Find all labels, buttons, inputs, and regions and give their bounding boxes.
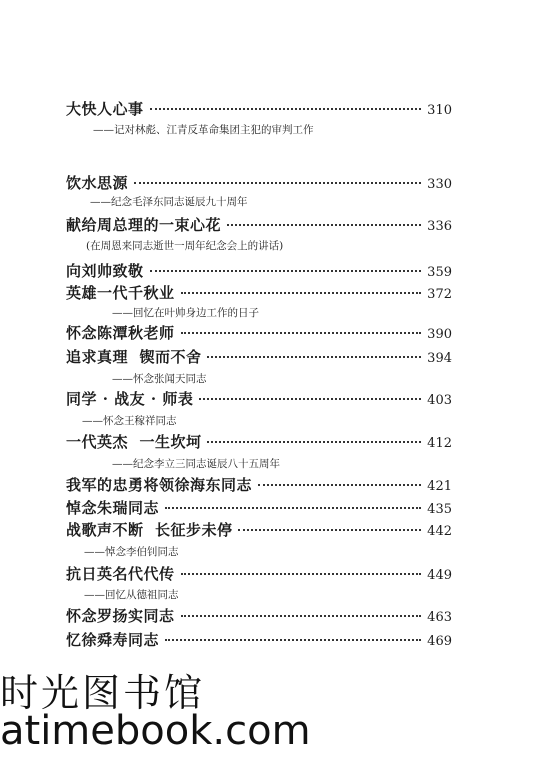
toc-entry[interactable]	[66, 388, 452, 409]
watermark-line-1: 时光图书馆	[0, 671, 206, 715]
page-number: 359	[427, 265, 452, 280]
entry-title: 一代英杰 一生坎坷	[66, 433, 202, 451]
toc-entry[interactable]	[66, 563, 452, 584]
page-number: 449	[427, 568, 452, 583]
page-number: 463	[427, 610, 452, 625]
leader-dots	[207, 356, 421, 358]
page-number: 394	[427, 351, 452, 366]
entry-title: 饮水思源	[66, 174, 129, 192]
toc-entry[interactable]	[66, 322, 452, 343]
leader-dots	[181, 615, 422, 617]
watermark-line-2: atimebook.com	[0, 708, 311, 754]
entry-subtitle: ——记对林彪、江青反革命集团主犯的审判工作	[93, 124, 314, 136]
entry-title: 英雄一代千秋业	[66, 284, 175, 302]
page-number: 403	[427, 393, 452, 408]
entry-subtitle: (在周恩来同志逝世一周年纪念会上的讲话)	[86, 240, 284, 252]
toc-entry[interactable]	[66, 282, 452, 303]
toc-entry[interactable]	[66, 346, 452, 367]
leader-dots	[258, 484, 421, 486]
page-number: 442	[427, 524, 452, 539]
leader-dots	[165, 507, 421, 509]
entry-title: 我军的忠勇将领徐海东同志	[66, 476, 253, 494]
page-number: 435	[427, 502, 452, 517]
page-number: 469	[427, 634, 452, 649]
toc-entry[interactable]	[66, 605, 452, 626]
leader-dots	[150, 270, 422, 272]
toc-entry[interactable]	[66, 260, 452, 281]
entry-subtitle: ——怀念张闻天同志	[112, 373, 207, 385]
toc-entry[interactable]	[66, 172, 452, 193]
leader-dots	[181, 332, 422, 334]
entry-title: 追求真理 锲而不舍	[66, 348, 202, 366]
page-number: 412	[427, 436, 452, 451]
entry-title: 大快人心事	[66, 100, 144, 118]
entry-subtitle: ——怀念王稼祥同志	[82, 415, 177, 427]
page-number: 336	[427, 219, 452, 234]
entry-title: 献给周总理的一束心花	[66, 216, 222, 234]
toc-entry[interactable]	[66, 519, 452, 540]
toc-entry[interactable]	[66, 214, 452, 235]
entry-subtitle: ——悼念李伯钊同志	[84, 546, 179, 558]
entry-title: 抗日英名代代传	[66, 565, 175, 583]
entry-subtitle: ——回忆在叶帅身边工作的日子	[112, 307, 259, 319]
entry-title: 忆徐舜寿同志	[66, 631, 160, 649]
leader-dots	[199, 398, 421, 400]
entry-title: 怀念罗扬实同志	[66, 607, 175, 625]
leader-dots	[134, 182, 421, 184]
entry-title: 战歌声不断 长征步未停	[66, 521, 233, 539]
entry-title: 悼念朱瑞同志	[66, 499, 160, 517]
leader-dots	[207, 441, 421, 443]
toc-entry[interactable]	[66, 629, 452, 650]
entry-title: 怀念陈潭秋老师	[66, 324, 175, 342]
page-number: 310	[427, 103, 452, 118]
entry-title: 向刘帅致敬	[66, 262, 144, 280]
page-number: 372	[427, 287, 452, 302]
entry-title: 同学 · 战友 · 师表	[66, 390, 194, 408]
toc-entry[interactable]	[66, 497, 452, 518]
leader-dots	[238, 529, 421, 531]
leader-dots	[150, 108, 422, 110]
leader-dots	[181, 292, 422, 294]
leader-dots	[227, 224, 421, 226]
toc-entry[interactable]	[66, 431, 452, 452]
leader-dots	[181, 573, 422, 575]
page-number: 421	[427, 479, 452, 494]
entry-subtitle: ——纪念李立三同志诞辰八十五周年	[112, 458, 280, 470]
page-number: 330	[427, 177, 452, 192]
leader-dots	[165, 639, 421, 641]
toc-entry[interactable]	[66, 474, 452, 495]
entry-subtitle: ——回忆从德祖同志	[84, 589, 179, 601]
entry-subtitle: ——纪念毛泽东同志诞辰九十周年	[90, 196, 248, 208]
page-number: 390	[427, 327, 452, 342]
toc-entry[interactable]	[66, 98, 452, 119]
